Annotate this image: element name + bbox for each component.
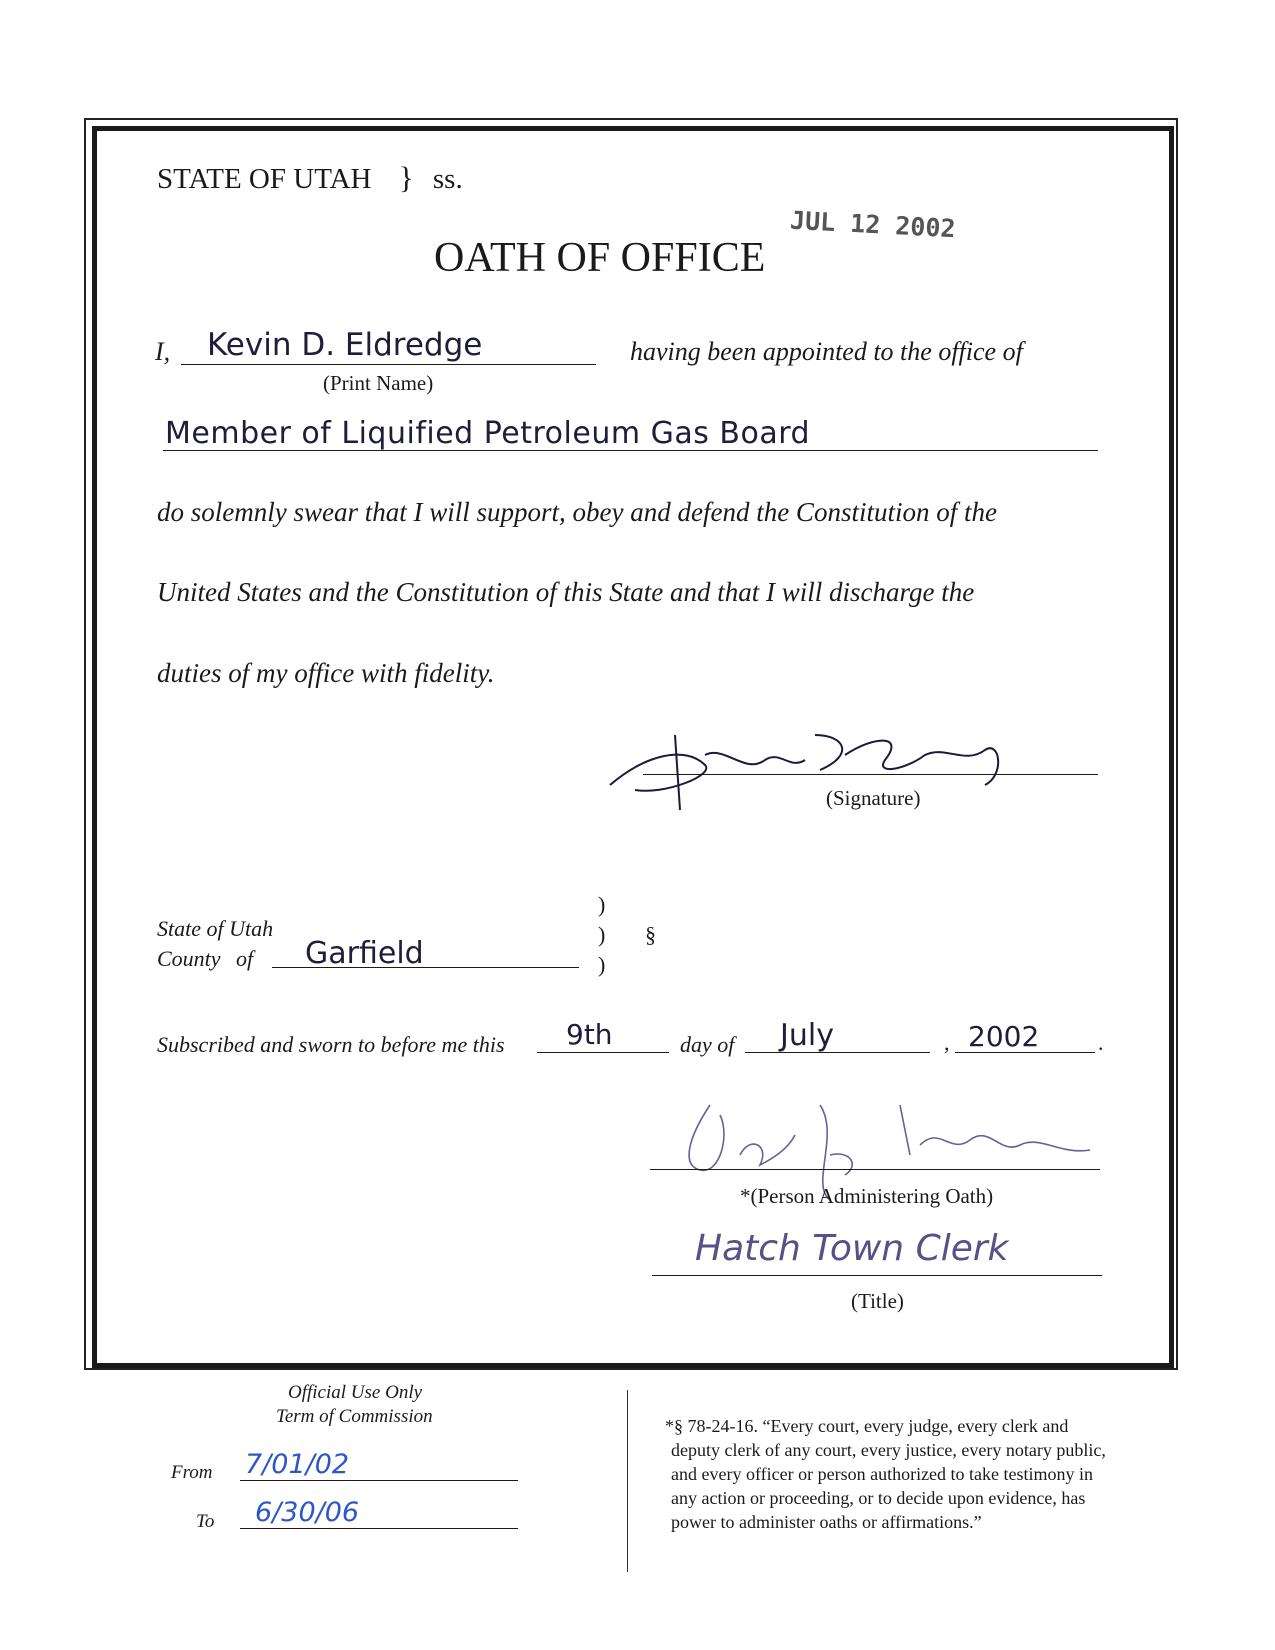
from-line	[240, 1480, 518, 1481]
signature-line	[643, 774, 1098, 775]
administrator-line	[650, 1169, 1100, 1170]
year-value: 2002	[968, 1020, 1040, 1053]
page-title: OATH OF OFFICE	[434, 235, 766, 281]
administrator-caption: *(Person Administering Oath)	[740, 1184, 994, 1208]
print-name-line	[181, 364, 596, 365]
venue-county-label: County of	[157, 946, 254, 971]
month-value: July	[780, 1018, 834, 1053]
term-heading: Term of Commission	[276, 1406, 433, 1427]
day-line	[537, 1052, 669, 1053]
to-line	[240, 1528, 518, 1529]
ss-label: ss.	[432, 163, 463, 195]
title-caption: (Title)	[851, 1289, 904, 1313]
county-value: Garfield	[305, 936, 424, 971]
signature-caption: (Signature)	[826, 786, 921, 810]
office-line	[163, 450, 1098, 451]
sworn-lead: Subscribed and sworn to before me this	[157, 1032, 505, 1057]
office-value: Member of Liquified Petroleum Gas Board	[165, 416, 811, 451]
year-line	[955, 1052, 1095, 1053]
state-heading: STATE OF UTAH } ss.	[157, 160, 463, 195]
from-label: From	[171, 1462, 213, 1483]
paren-1: )	[598, 892, 606, 917]
to-label: To	[196, 1511, 215, 1532]
title-line	[652, 1275, 1102, 1276]
brace: }	[398, 160, 414, 195]
from-value: 7/01/02	[245, 1449, 350, 1480]
appointed-text: having been appointed to the office of	[630, 337, 1023, 366]
day-of-label: day of	[680, 1032, 735, 1057]
footnote-line-2: deputy clerk of any court, every justice, every notary public,	[671, 1440, 1106, 1460]
section-symbol: §	[645, 922, 656, 947]
comma: ,	[944, 1030, 950, 1055]
period: .	[1098, 1030, 1104, 1055]
footnote-line-4: any action or proceeding, or to decide upon evidence, has	[671, 1488, 1086, 1508]
county-line	[272, 967, 579, 968]
paren-2: )	[598, 922, 606, 947]
vertical-divider	[627, 1390, 628, 1572]
footnote-line-5: power to administer oaths or affirmations.”	[671, 1512, 982, 1532]
oath-line-3: duties of my office with fidelity.	[157, 658, 495, 688]
print-name-value: Kevin D. Eldredge	[207, 327, 483, 363]
i-label: I,	[155, 337, 171, 366]
oath-line-2: United States and the Constitution of this State and that I will discharge the	[157, 577, 975, 607]
print-name-caption: (Print Name)	[323, 371, 434, 395]
to-value: 6/30/06	[255, 1497, 360, 1528]
venue-state: State of Utah	[157, 916, 274, 941]
footnote-line-3: and every officer or person authorized to take testimony in	[671, 1464, 1094, 1484]
oath-line-1: do solemnly swear that I will support, obey and defend the Constitution of the	[157, 497, 997, 527]
official-heading: Official Use Only	[288, 1382, 423, 1403]
administrator-title-value: Hatch Town Clerk	[695, 1228, 1009, 1269]
day-value: 9th	[566, 1018, 613, 1051]
paren-3: )	[598, 952, 606, 977]
footnote-line-1: *§ 78-24-16. “Every court, every judge, every clerk and	[665, 1416, 1069, 1436]
received-stamp: JUL 12 2002	[789, 205, 957, 244]
month-line	[745, 1052, 930, 1053]
